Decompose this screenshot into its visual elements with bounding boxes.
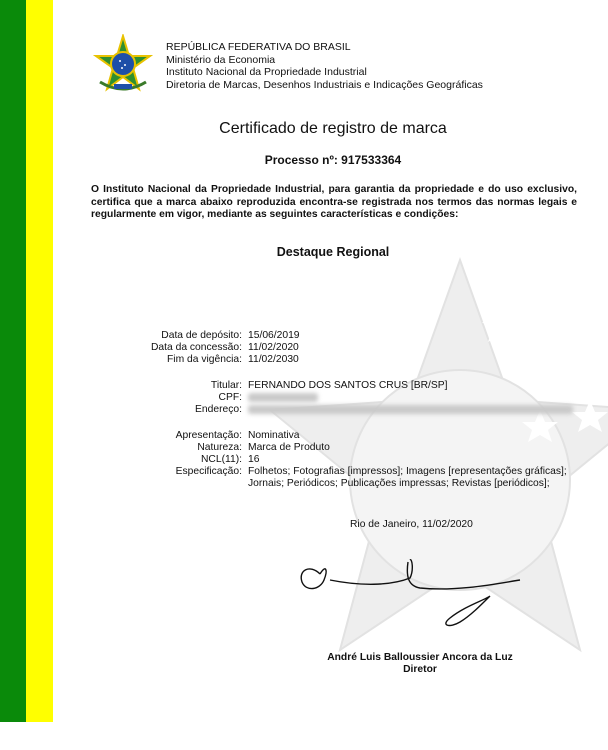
header-directorate: Diretoria de Marcas, Desenhos Industriais e Indicações Geográficas xyxy=(166,78,483,91)
label-vigencia: Fim da vigência: xyxy=(167,354,242,365)
value-concessao: 11/02/2020 xyxy=(248,342,299,353)
process-number: Processo nº: 917533364 xyxy=(264,153,402,167)
label-titular: Titular: xyxy=(210,380,242,391)
value-apresentacao: Nominativa xyxy=(248,430,300,441)
label-apresentacao: Apresentação: xyxy=(175,430,242,441)
signer-role: Diretor xyxy=(403,664,437,675)
header-ministry: Ministério da Economia xyxy=(166,53,276,66)
redacted-cpf xyxy=(248,392,318,404)
label-cpf: CPF: xyxy=(218,392,242,403)
place-date: Rio de Janeiro, 11/02/2020 xyxy=(350,519,473,530)
handwritten-signature xyxy=(290,556,530,646)
signer-block xyxy=(0,652,608,676)
green-stripe xyxy=(0,0,26,722)
issuer-header xyxy=(166,41,483,91)
signer-name: André Luis Balloussier Ancora da Luz xyxy=(327,652,513,663)
value-natureza: Marca de Produto xyxy=(248,442,330,453)
redacted-address xyxy=(248,404,573,416)
value-especificacao-2: Jornais; Periódicos; Publicações impressas; Revistas [periódicos]; xyxy=(248,478,550,489)
value-vigencia: 11/02/2030 xyxy=(248,354,299,365)
value-ncl: 16 xyxy=(248,454,260,465)
label-natureza: Natureza: xyxy=(197,442,242,453)
document-title: Certificado de registro de marca xyxy=(219,120,447,137)
header-institute: Instituto Nacional da Propriedade Industrial xyxy=(166,66,367,78)
label-endereco: Endereço: xyxy=(195,404,242,415)
label-concessao: Data da concessão: xyxy=(150,342,242,353)
intro-paragraph: O Instituto Nacional da Propriedade Industrial, para garantia da propriedade e do uso exclusivo, certifica que a marca abaixo reproduzida encontra-se registrada nos termos das normas legais e regularmente em vigor, mediante as seguintes características e condições: xyxy=(91,184,577,220)
label-deposito: Data de depósito: xyxy=(161,330,242,341)
value-deposito: 15/06/2019 xyxy=(248,330,300,341)
label-especificacao: Especificação: xyxy=(175,466,242,477)
trademark-name: Destaque Regional xyxy=(276,245,390,259)
label-ncl: NCL(11): xyxy=(200,454,242,465)
value-titular: FERNANDO DOS SANTOS CRUS [BR/SP] xyxy=(248,380,448,391)
value-especificacao-1: Folhetos; Fotografias [impressos]; Imagens [representações gráficas]; xyxy=(248,466,567,477)
brazil-coat-of-arms-logo xyxy=(92,34,154,96)
header-country: REPÚBLICA FEDERATIVA DO BRASIL xyxy=(166,41,351,53)
